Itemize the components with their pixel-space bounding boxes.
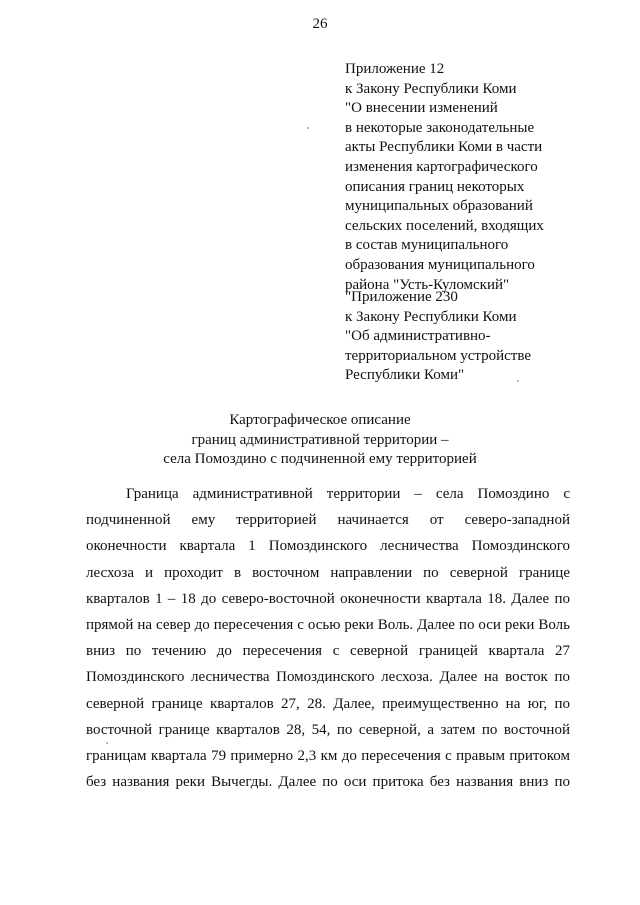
body-line: лесхоза и проходит в восточном направлении по северной границе [86, 564, 570, 581]
appendix-note-administrative-structure [345, 288, 615, 386]
appendix-two-line: "Об административно- [345, 328, 491, 345]
body-line: оконечности квартала 1 Помоздинского лесничества Помоздинского [86, 538, 570, 555]
body-paragraph [86, 481, 570, 795]
appendix-two-line: территориальном устройстве [345, 347, 532, 364]
appendix-two-line: к Закону Республики Коми [345, 308, 517, 325]
body-line: Граница административной территории – села Помоздино с [126, 486, 570, 502]
appendix-one-line: в состав муниципального [345, 237, 509, 254]
appendix-one-line: описания границ некоторых [345, 178, 525, 195]
appendix-one-line: сельских поселений, входящих [345, 217, 544, 234]
body-line: прямой на север до пересечения с осью реки Воль. Далее по оси реки Воль [86, 616, 570, 633]
appendix-two-line: Республики Коми" [345, 367, 465, 384]
body-line: Помоздинского лесничества Помоздинского лесхоза. Далее на восток по [86, 669, 570, 686]
appendix-one-line: района "Усть-Куломский" [345, 276, 510, 293]
scan-speck [106, 742, 108, 744]
body-line: восточной границе кварталов 28, 54, по северной, а затем по восточной [86, 721, 570, 738]
body-line: без названия реки Вычегды. Далее по оси притока без названия вниз по [86, 774, 570, 791]
appendix-one-line: в некоторые законодательные [345, 119, 535, 136]
appendix-one-line: к Закону Республики Коми [345, 80, 517, 97]
body-line: северной границе кварталов 27, 28. Далее, преимущественно на юг, по [86, 695, 570, 712]
appendix-one-line: изменения картографического [345, 158, 538, 175]
appendix-one-line: "О внесении изменений [345, 100, 498, 117]
page-number: 26 [312, 16, 328, 32]
document-heading [40, 411, 600, 470]
scan-speck [307, 127, 309, 129]
body-line: кварталов 1 – 18 до северо-восточной оконечности квартала 18. Далее по [86, 590, 570, 607]
appendix-one-line: Приложение 12 [345, 61, 445, 77]
appendix-one-line: образования муниципального [345, 256, 535, 273]
body-line: границам квартала 79 примерно 2,3 км до пересечения с правым притоком [86, 747, 570, 764]
appendix-one-line: муниципальных образований [345, 198, 533, 215]
scan-speck [517, 380, 519, 382]
body-line: вниз по течению до пересечения с северной границей квартала 27 [86, 643, 570, 660]
appendix-note-law-amendment [345, 60, 615, 295]
heading-line: Картографическое описание [229, 412, 411, 428]
appendix-one-line: акты Республики Коми в части [345, 139, 543, 156]
heading-line: границ административной территории – [191, 431, 449, 448]
body-line: подчиненной ему территорией начинается от северо-западной [86, 512, 570, 529]
appendix-two-line: "Приложение 230 [345, 289, 458, 305]
heading-line: села Помоздино с подчиненной ему территорией [163, 451, 477, 468]
